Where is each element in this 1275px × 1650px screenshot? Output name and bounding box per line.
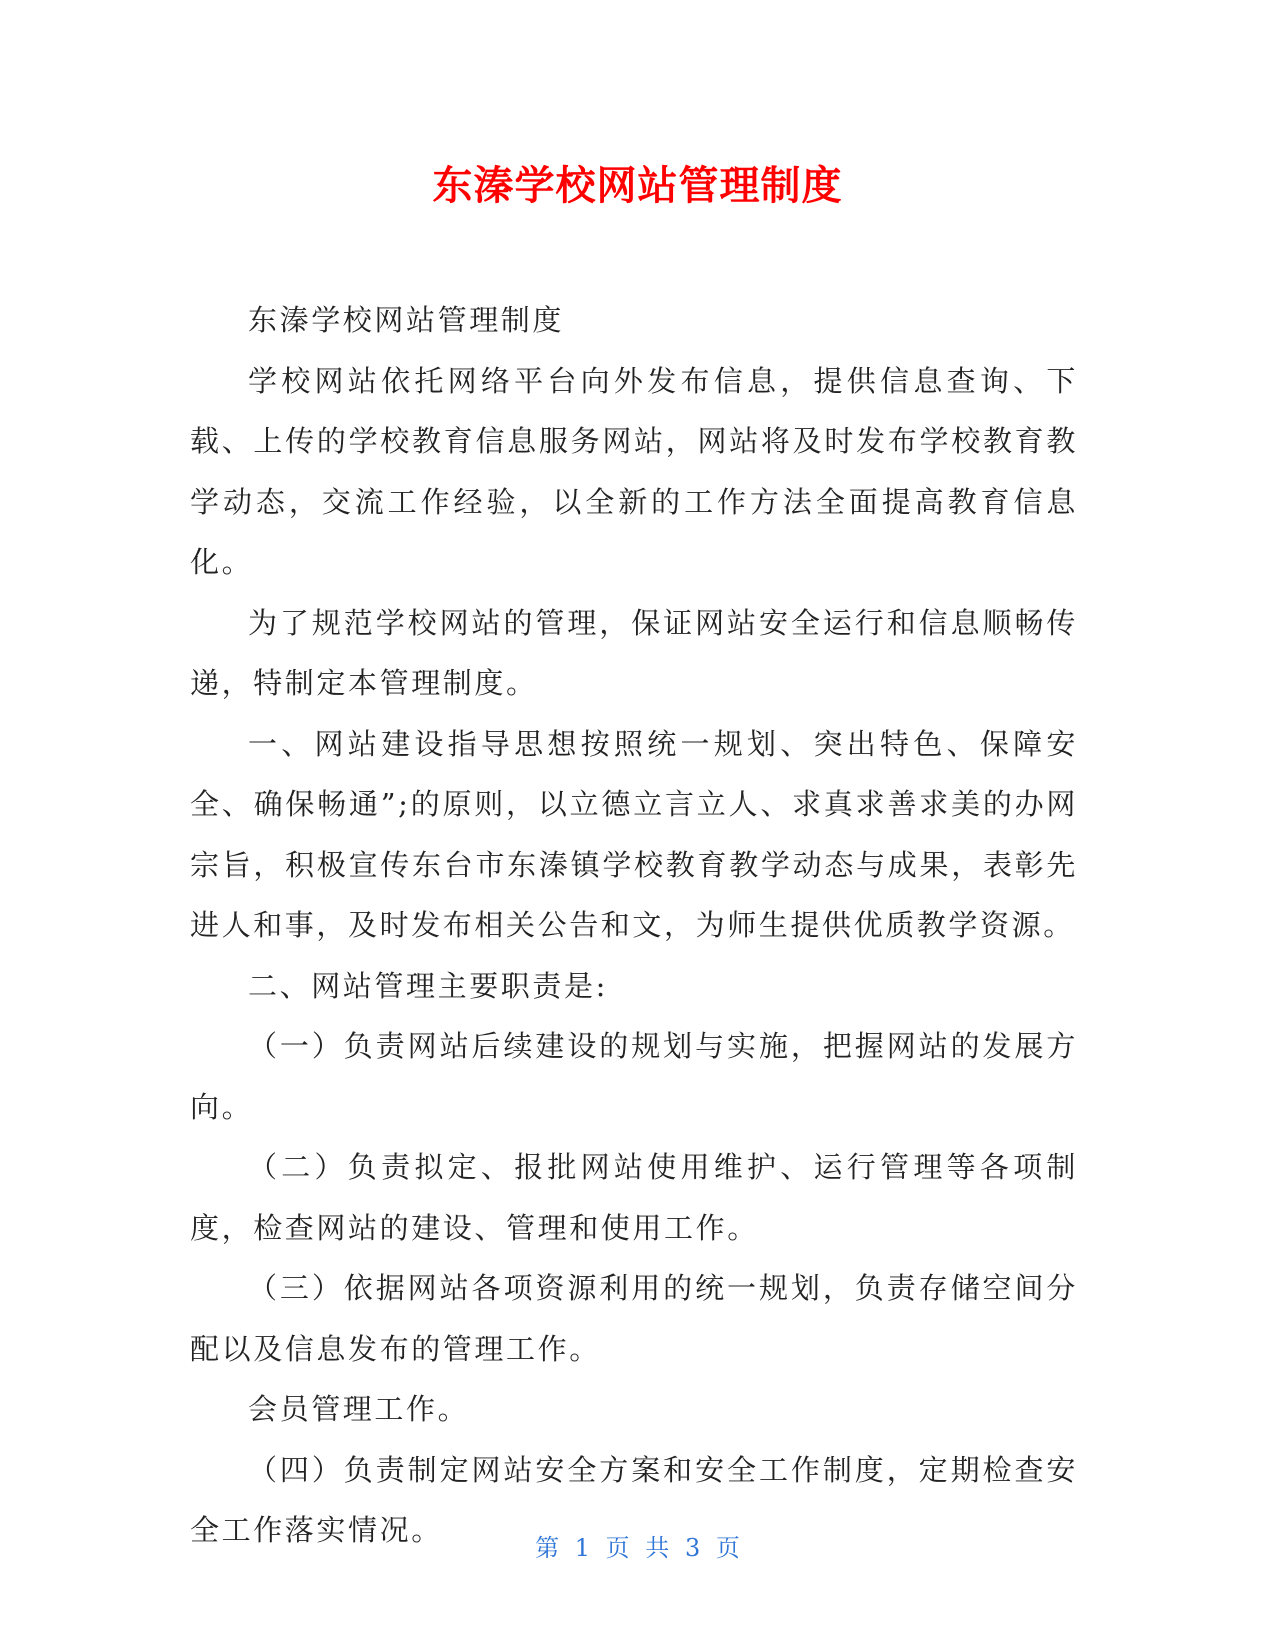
paragraph-purpose: 为了规范学校网站的管理，保证网站安全运行和信息顺畅传递，特制定本管理制度。 bbox=[190, 605, 1078, 700]
paragraph-heading-repeat: 东溱学校网站管理制度 bbox=[248, 303, 565, 337]
paragraph-member-management: 会员管理工作。 bbox=[248, 1392, 470, 1426]
paragraph-section-two-heading: 二、网站管理主要职责是: bbox=[248, 968, 608, 1003]
paragraph-intro: 学校网站依托网络平台向外发布信息，提供信息查询、下载、上传的学校教育信息服务网站，网站将及时发布学校教育教学动态，交流工作经验，以全新的工作方法全面提高教育信息化。 bbox=[190, 363, 1078, 579]
document-title: 东溱学校网站管理制度 bbox=[432, 163, 843, 209]
paragraph-duty-three: （三）依据网站各项资源利用的统一规划，负责存储空间分配以及信息发布的管理工作。 bbox=[190, 1271, 1078, 1366]
paragraph-duty-two: （二）负责拟定、报批网站使用维护、运行管理等各项制度，检查网站的建设、管理和使用工作。 bbox=[190, 1150, 1078, 1245]
document-body bbox=[190, 290, 1078, 1561]
paragraph-duty-four: （四）负责制定网站安全方案和安全工作制度，定期检查安全工作落实情况。 bbox=[190, 1452, 1078, 1547]
page-number-footer: 第 1 页 共 3 页 bbox=[535, 1534, 740, 1562]
paragraph-section-one: 一、网站建设指导思想按照统一规划、突出特色、保障安全、确保畅通”;的原则，以立德立言立人、求真求善求美的办网宗旨，积极宣传东台市东溱镇学校教育教学动态与成果，表彰先进人和事，及时发布相关公告和文，为师生提供优质教学资源。 bbox=[190, 726, 1078, 942]
paragraph-duty-one: （一）负责网站后续建设的规划与实施，把握网站的发展方向。 bbox=[190, 1029, 1078, 1124]
